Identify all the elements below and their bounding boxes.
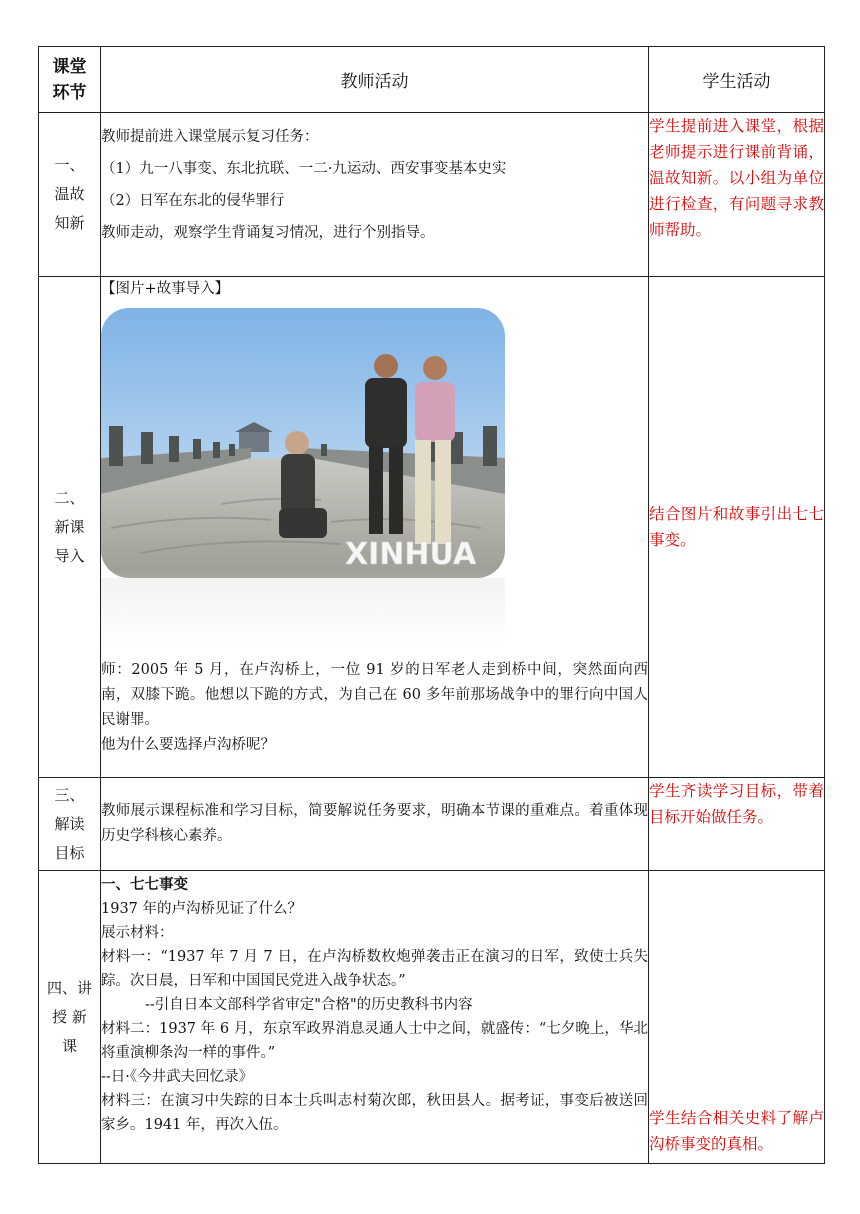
stage-text: 目标 xyxy=(54,843,85,862)
header-stage xyxy=(39,47,101,113)
stage-cell xyxy=(39,277,101,778)
teacher-text: 1937 年的卢沟桥见证了什么？ xyxy=(101,901,303,917)
teacher-cell xyxy=(101,778,649,871)
stage-cell xyxy=(39,871,101,1164)
stage-text: 知新 xyxy=(54,214,85,232)
teacher-text: 展示材料： xyxy=(101,925,174,941)
stage-text: 解读 xyxy=(54,814,85,833)
student-cell xyxy=(649,871,825,1164)
stage-text: 授 新 xyxy=(52,1007,87,1026)
header-row xyxy=(39,47,825,113)
material-source: --日·《今井武夫回忆录》 xyxy=(101,1069,254,1085)
teacher-text: 教师走动，观察学生背诵复习情况，进行个别指导。 xyxy=(101,225,435,241)
stage-cell xyxy=(39,778,101,871)
student-text: 学生结合相关史料了解卢沟桥事变的真相。 xyxy=(649,1109,824,1153)
section-heading: 一、七七事变 xyxy=(101,876,188,893)
teacher-cell xyxy=(101,277,649,778)
photo-illustration xyxy=(101,308,505,648)
stage-text: 四、讲 xyxy=(46,978,92,997)
stage-text: 新课 xyxy=(54,517,85,536)
teacher-cell xyxy=(101,113,649,277)
student-cell xyxy=(649,778,825,871)
student-cell xyxy=(649,277,825,778)
teacher-text: 教师展示课程标准和学习目标，简要解说任务要求，明确本节课的重难点。着重体现历史学科核心素养。 xyxy=(101,803,648,844)
student-text: 学生齐读学习目标，带着目标开始做任务。 xyxy=(649,782,824,826)
student-cell xyxy=(649,113,825,277)
teacher-text: （1）九一八事变、东北抗联、一二·九运动、西安事变基本史实 xyxy=(101,161,507,177)
table-row xyxy=(39,871,825,1164)
lesson-plan-table xyxy=(38,46,825,1164)
header-stage-line1: 课堂 xyxy=(52,56,87,77)
teacher-cell xyxy=(101,871,649,1164)
table-row xyxy=(39,778,825,871)
stage-cell xyxy=(39,113,101,277)
student-text: 结合图片和故事引出七七事变。 xyxy=(649,505,824,549)
material-text: 材料二：1937 年 6 月，东京军政界消息灵通人士中之间，就盛传：“七夕晚上，华北将重演柳条沟一样的事件。” xyxy=(101,1021,648,1061)
student-text: 学生提前进入课堂，根据老师提示进行课前背诵，温故知新。以小组为单位进行检查，有问题寻求教师帮助。 xyxy=(649,117,824,239)
stage-text: 一、 xyxy=(54,156,85,174)
material-text: 材料三：在演习中失踪的日本士兵叫志村菊次郎，秋田县人。据考证，事变后被送回家乡。1941 年，再次入伍。 xyxy=(101,1093,648,1133)
teacher-heading: 【图片+故事导入】 xyxy=(101,281,230,297)
header-teacher: 教师活动 xyxy=(101,47,649,113)
table-row xyxy=(39,113,825,277)
stage-text: 课 xyxy=(61,1036,77,1055)
photo-watermark: XINHUA xyxy=(345,537,477,572)
teacher-text: 他为什么要选择卢沟桥呢？ xyxy=(101,737,275,753)
teacher-text: （2）日军在东北的侵华罪行 xyxy=(101,193,285,209)
teacher-text: 教师提前进入课堂展示复习任务： xyxy=(101,129,319,145)
header-stage-line2: 环节 xyxy=(52,82,87,103)
stage-text: 温故 xyxy=(54,185,85,203)
stage-text: 三、 xyxy=(54,785,85,804)
lugou-bridge-photo xyxy=(101,308,505,648)
material-source: --引自日本文部科学省审定"合格"的历史教科书内容 xyxy=(145,997,473,1013)
material-text: 材料一：“1937 年 7 月 7 日，在卢沟桥数枚炮弹袭击正在演习的日军，致使士兵失踪。次日晨，日军和中国国民党进入战争状态。” xyxy=(101,949,648,989)
stage-text: 二、 xyxy=(54,488,85,507)
stage-text: 导入 xyxy=(54,546,85,565)
table-row xyxy=(39,277,825,778)
teacher-text: 师：2005 年 5 月，在卢沟桥上，一位 91 岁的日军老人走到桥中间，突然面向西南，双膝下跪。他想以下跪的方式，为自己在 60 多年前那场战争中的罪行向中国人民谢罪。 xyxy=(101,662,648,728)
header-student: 学生活动 xyxy=(649,47,825,113)
